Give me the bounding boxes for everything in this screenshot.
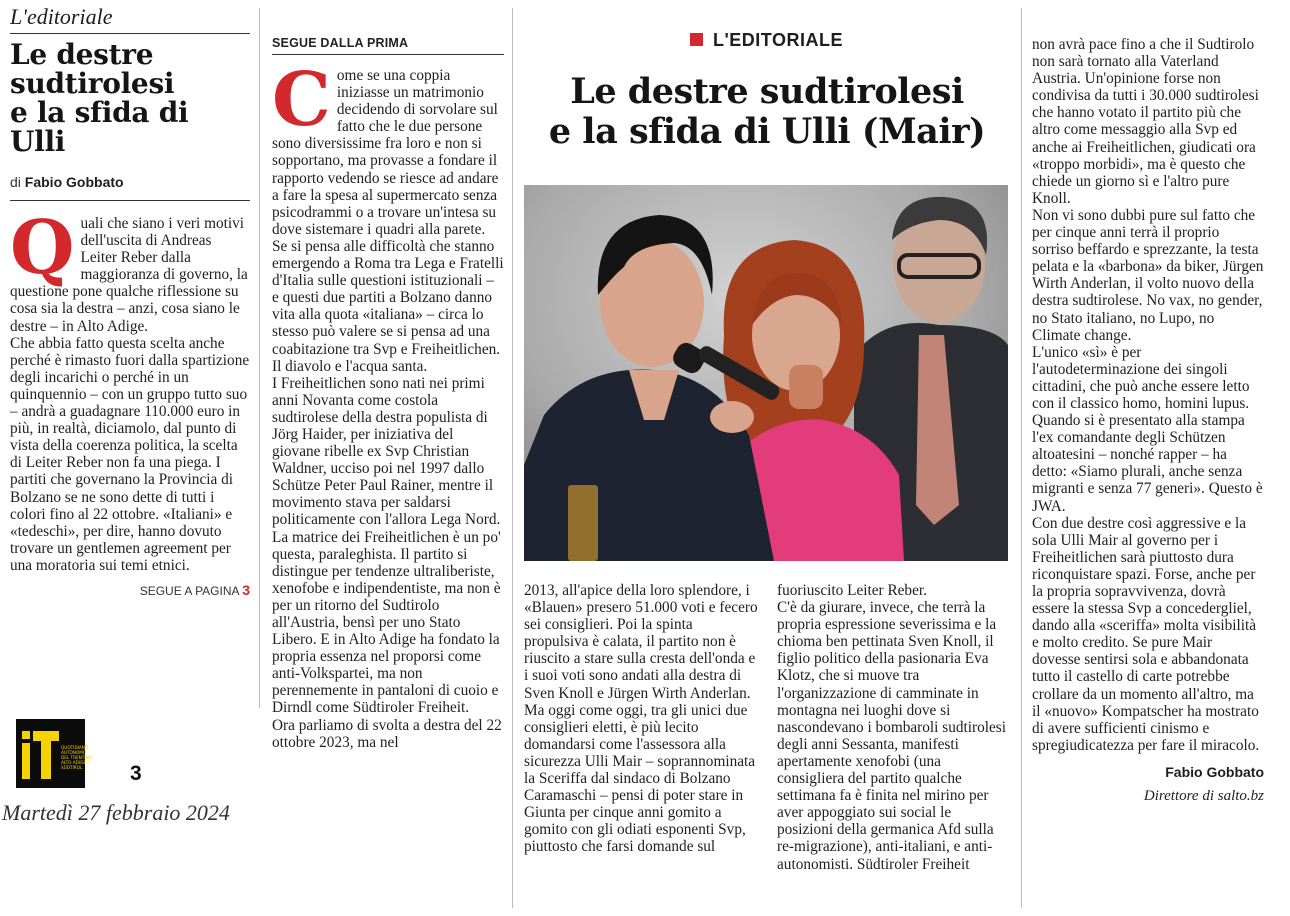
continued-on-page — [10, 582, 250, 598]
photo-illustration — [524, 185, 1008, 561]
continued-label: SEGUE A PAGINA — [139, 583, 239, 598]
left-headline — [10, 40, 250, 156]
paragraph: Se si pensa alle difficoltà che stanno emergendo a Roma tra Lega e Fratelli d'Italia sulle questioni istituzionali – e questi due partiti a Bolzano danno vita alla quota «italiana» – circa lo stesso può valere se si pensa ad una coabitazione tra Svp e Freiheitlichen. Il diavolo e l'acqua santa. — [272, 237, 504, 375]
paragraph: fuoriuscito Leiter Reber. — [777, 582, 927, 599]
main-headline-line: Le destre sudtirolesi — [570, 71, 964, 112]
byline-author: Fabio Gobbato — [24, 174, 124, 190]
paragraph: I Freiheitlichen sono nati nei primi anni Novanta come costola sudtirolese della destra populista di Jörg Haider, per iniziativa del giovane ribelle ex Svp Christian Waldner, ucciso poi nel 1997 dallo Schütze Peter Paul Rainer, mentre il movimento stava per saldarsi politicamente con l'allora Lega Nord. La matrice dei Freiheitlichen è un po' questa, paraleghista. Il partito si distingue per tendenze ultraliberiste, xenofobe e indipendentiste, ma non è per un ritorno del Sudtirolo all'Austria, bensì per uno Stato Libero. E in Alto Adige ha fondato la propria essenza nel proporsi come anti-Volkspartei, ma non perennemente in pantaloni di cuoio e Dirndl come Südtiroler Freiheit. — [272, 374, 501, 717]
left-column — [10, 4, 250, 598]
section-divider — [10, 33, 250, 34]
signature-name: Fabio Gobbato — [1165, 763, 1264, 780]
left-headline-line: e la sfida di Ulli — [10, 96, 189, 158]
article-photo — [524, 185, 1008, 561]
byline — [10, 174, 250, 190]
main-headline-line: e la sfida di Ulli (Mair) — [548, 111, 986, 152]
paragraph: Che abbia fatto questa scelta anche perché è rimasto fuori dalla spartizione degli incarichi o perché in un quinquennio – con un gruppo tutto suo – andrà a guadagnare 110.000 euro in più, in realtà, diciamolo, dal punto di vista della coerenza politica, la scelta di Leiter Reber non fa una piega. I partiti che governano la Provincia di Bolzano se ne sono dette di tutti i colori fino al 22 ottobre. «Italiani» e «tedeschi», per dire, hanno dovuto trovare un gentlemen agreement per una moratoria sui temi etnici. — [10, 334, 250, 574]
logo-small-text: ALTO ADIGE / — [61, 760, 89, 765]
signature-role: Direttore di salto.bz — [1143, 787, 1264, 804]
column-divider — [512, 8, 513, 908]
col2-body — [272, 57, 504, 751]
header-divider — [272, 54, 504, 55]
continued-from-front-header: SEGUE DALLA PRIMA — [272, 36, 409, 50]
left-headline-line: sudtirolesi — [10, 67, 175, 100]
editorial-kicker-text: L'EDITORIALE — [713, 30, 843, 50]
column-5 — [1032, 36, 1264, 805]
logo-mark-icon — [16, 719, 93, 788]
paragraph: uali che siano i veri motivi dell'uscita di Andreas Leiter Reber dalla maggioranza di governo, la questione pone qualche riflessione su cosa sia la destra – anzi, cosa siano le destre – in Alto Adige. — [10, 215, 248, 335]
main-headline — [522, 72, 1012, 152]
paragraph: Non vi sono dubbi pure sul fatto che per cinque anni terrà il proprio sorriso beffardo e sprezzante, la testa pelata e la «barbona» da biker, Jürgen Wirth Anderlan, il volto nuovo della destra sudtirolese. No vax, no gender, no Stato italiano, no Lupo, no Climate change. — [1032, 206, 1264, 344]
continued-page-number: 3 — [242, 581, 250, 598]
column-3-body — [524, 582, 759, 856]
paragraph: non avrà pace fino a che il Sudtirolo non sarà tornato alla Vaterland Austria. Un'opinione forse non condivisa da tutti i 30.000 sudtirolesi che hanno votato il partito più che altro come messaggio alla Svp ed anche ai Freiheitlichen, giudicati ora «troppo morbidi», ma è questo che chiede un giorno sì e l'altro pure Knoll. — [1032, 36, 1259, 207]
paragraph: 2013, all'apice della loro splendore, i «Blauen» presero 51.000 voti e fecero sei consiglieri. Poi la spinta propulsiva è calata, il partito non è riuscito a stare sulla cresta dell'onda e i suoi voti sono andati alla destra di Sven Knoll e Jürgen Wirth Anderlan. Ma oggi come oggi, tra gli unici due consiglieri eletti, è più lecito domandarsi come l'assessora alla sicurezza Ulli Mair – soprannominata la Sceriffa dal sindaco di Bolzano Caramaschi – pensi di poter stare in Giunta per cinque anni gomito a gomito con gli odiati esponenti Svp, piuttosto che farsi domande sul — [524, 582, 758, 856]
newspaper-logo — [16, 719, 93, 788]
editorial-kicker — [690, 30, 843, 51]
dropcap: Q — [10, 205, 75, 291]
column-divider — [259, 8, 260, 708]
paragraph: ome se una coppia iniziasse un matrimonio decidendo di sorvolare sul fatto che le due persone sono diversissime fra loro e non si sopportano, ma provasse a fondare il rapporto vedendo se riesce ad andare a fare la spesa al supermercato senza psicodrammi o a trovare un'intesa su dove sistemare i quadri alla parete. — [272, 67, 499, 238]
logo-small-text: SÜDTIROL — [61, 765, 83, 770]
logo-small-text: DEL TRENTINO — [61, 755, 93, 760]
column-continued — [272, 36, 504, 751]
byline-prefix: di — [10, 174, 21, 190]
paragraph: Con due destre così aggressive e la sola Ulli Mair al governo per i Freiheitlichen sarà piuttosto dura riconquistare spazi. Forse, anche per la propria sopravvivenza, dovrà essere la stessa Svp a concedergliel, dando alla «sceriffa» molta visibilità e molto credito. Se pure Mair dovesse sentirsi sola e abbandonata tutto il castello di carte potrebbe crollare da un momento all'altro, ma il «nuovo» Kompatscher ha mostrato di avere sufficienti cinismo e spregiudicatezza per fare il miracolo. — [1032, 514, 1260, 754]
red-square-icon — [690, 33, 703, 46]
left-article-body — [10, 205, 250, 574]
paragraph: L'unico «sì» è per l'autodeterminazione dei singoli cittadini, che può anche essere letto con il classico homo, homini lupus. Quando si è presentato alla stampa l'ex comandante degli Schützen altoatesini – nonché rapper – ha detto: «Siamo plurali, anche senza migranti e senza 77 generi». Questo è JWA. — [1032, 343, 1263, 515]
dropcap: C — [272, 57, 331, 143]
section-label: L'editoriale — [10, 4, 113, 29]
logo-small-text: AUTONOMO — [61, 750, 87, 755]
issue-date: Martedì 27 febbraio 2024 — [2, 800, 230, 825]
page-number: 3 — [130, 762, 142, 785]
logo-small-text: QUOTIDIANO — [61, 745, 89, 750]
paragraph: Ora parliamo di svolta a destra del 22 ottobre 2023, ma nel — [272, 716, 502, 751]
column-5-body — [1032, 36, 1264, 754]
byline-divider — [10, 200, 250, 201]
column-4-body — [777, 582, 1009, 873]
column-divider — [1021, 8, 1022, 908]
paragraph: C'è da giurare, invece, che terrà la propria espressione severissima e la chioma ben pettinata Sven Knoll, il figlio politico della pasionaria Eva Klotz, che si muove tra l'organizzazione di camminate in montagna nei luoghi dove si nascondevano i bombaroli sudtirolesi degli anni Sessanta, manifesti apertamente xenofobi (una consigliera del partito qualche settimana fa è finita nel mirino per aver appoggiato sui social le posizioni della germanica Afd sulla re-migrazione), anti-italiani, e anti-autonomisti. Südtiroler Freiheit — [777, 599, 1006, 873]
left-headline-line: Le destre — [10, 38, 154, 71]
